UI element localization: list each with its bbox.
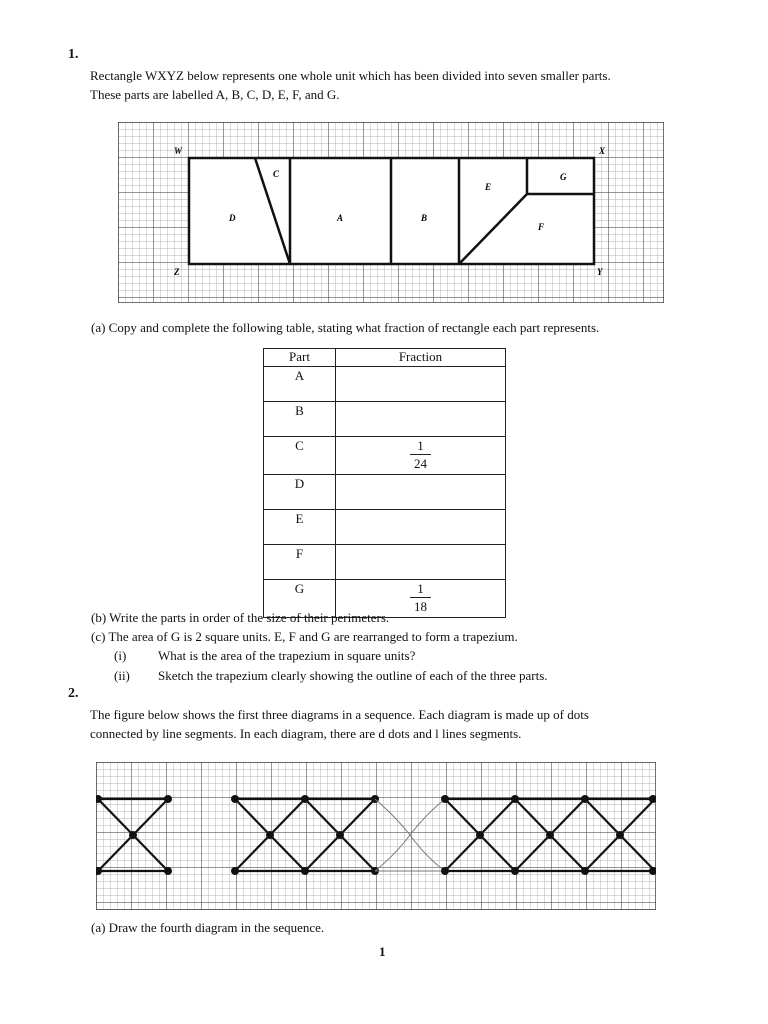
- q1-part-b: (b) Write the parts in order of the size of their perimeters.: [91, 610, 390, 625]
- table-row: [264, 402, 506, 437]
- table-cell-part: C: [264, 437, 336, 475]
- q1-part-c-ii: Sketch the trapezium clearly showing the outline of each of the three parts.: [158, 668, 548, 683]
- question-2-number: 2.: [68, 686, 79, 701]
- table-cell-part: G: [264, 580, 336, 618]
- table-row: [264, 545, 506, 580]
- label-z: Z: [174, 267, 180, 277]
- table-cell-fraction: [336, 367, 506, 402]
- table-cell-fraction: [336, 437, 506, 475]
- fraction-denominator: 18: [410, 597, 431, 615]
- dot-sequence-figure: [96, 762, 656, 910]
- label-g: G: [560, 172, 567, 182]
- question-1-number: 1.: [68, 47, 79, 62]
- table-cell-part: A: [264, 367, 336, 402]
- fraction-table: [263, 348, 506, 618]
- label-f: F: [538, 222, 545, 232]
- table-cell-part: B: [264, 402, 336, 437]
- table-row: [264, 510, 506, 545]
- fraction-value: [410, 580, 431, 615]
- table-header-part: Part: [264, 349, 336, 367]
- table-cell-part: F: [264, 545, 336, 580]
- q2-intro-line-2: connected by line segments. In each diagram, there are d dots and l lines segments.: [90, 726, 522, 741]
- q2-intro-line-1: The figure below shows the first three diagrams in a sequence. Each diagram is made up of dots: [90, 707, 589, 722]
- q1-part-c-i: What is the area of the trapezium in square units?: [158, 648, 416, 663]
- table-cell-fraction: [336, 545, 506, 580]
- table-cell-fraction: [336, 510, 506, 545]
- rectangle-wxyz-figure: [118, 122, 664, 303]
- label-w: W: [174, 146, 183, 156]
- q1-intro-line-2: These parts are labelled A, B, C, D, E, F, and G.: [90, 87, 340, 102]
- label-c: C: [273, 169, 280, 179]
- table-cell-part: D: [264, 475, 336, 510]
- table-cell-part: E: [264, 510, 336, 545]
- table-row: [264, 437, 506, 475]
- fraction-denominator: 24: [410, 454, 431, 472]
- fraction-numerator: 1: [417, 438, 424, 453]
- table-row: [264, 367, 506, 402]
- label-d: D: [229, 213, 236, 223]
- table-cell-fraction: [336, 402, 506, 437]
- table-header-fraction: Fraction: [336, 349, 506, 367]
- label-y: Y: [597, 267, 603, 277]
- label-e: E: [485, 182, 492, 192]
- fraction-numerator: 1: [417, 581, 424, 596]
- label-b: B: [421, 213, 428, 223]
- q1-intro-line-1: Rectangle WXYZ below represents one whole unit which has been divided into seven smaller parts.: [90, 68, 611, 83]
- label-x: X: [599, 146, 606, 156]
- table-cell-fraction: [336, 475, 506, 510]
- page-number: 1: [379, 944, 386, 959]
- table-row: [264, 475, 506, 510]
- fraction-value: [410, 437, 431, 472]
- q1-part-c: (c) The area of G is 2 square units. E, F and G are rearranged to form a trapezium.: [91, 629, 518, 644]
- q1-part-c-ii-label: (ii): [114, 668, 130, 683]
- q1-part-a: (a) Copy and complete the following table, stating what fraction of rectangle each part represents.: [91, 320, 600, 335]
- q1-part-c-i-label: (i): [114, 648, 127, 663]
- grid-paper: [96, 762, 656, 910]
- q2-part-a: (a) Draw the fourth diagram in the sequence.: [91, 920, 325, 935]
- label-a: A: [337, 213, 344, 223]
